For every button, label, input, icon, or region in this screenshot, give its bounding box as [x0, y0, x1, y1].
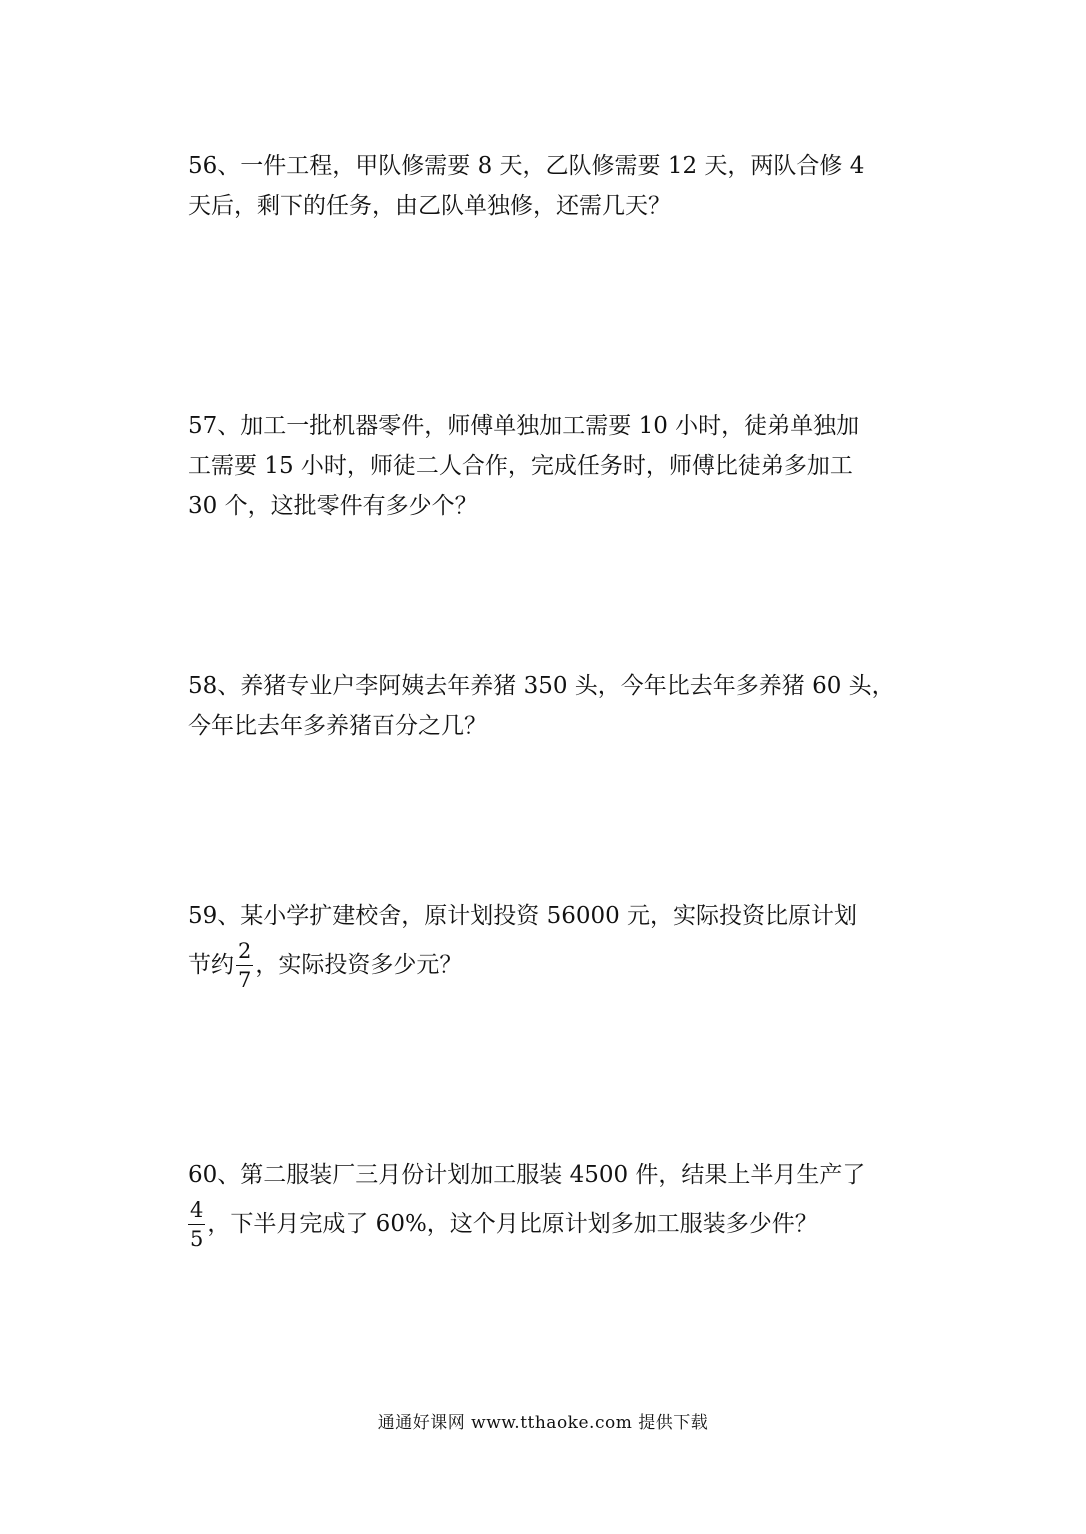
problem-57: [188, 406, 900, 526]
fraction: [236, 939, 253, 992]
problem-56: [188, 146, 900, 226]
problem-line: 今年比去年多养猪百分之几？: [188, 713, 487, 739]
page-footer: 通通好课网 www.tthaoke.com 提供下载: [377, 1413, 709, 1433]
problem-line: 56、一件工程，甲队修需要 8 天，乙队修需要 12 天，两队合修 4: [188, 153, 865, 179]
problem-line: 天后，剩下的任务，由乙队单独修，还需几天？: [188, 193, 671, 219]
problem-line-with-fraction: [188, 936, 900, 994]
fraction-numerator: 2: [236, 939, 253, 966]
problem-text: 节约: [188, 952, 234, 978]
problem-line: 57、加工一批机器零件，师傅单独加工需要 10 小时，徒弟单独加: [188, 413, 860, 439]
fraction-denominator: 5: [190, 1226, 204, 1251]
problem-line: 59、某小学扩建校舍，原计划投资 56000 元，实际投资比原计划: [188, 903, 858, 929]
problem-line-with-fraction: [188, 1195, 900, 1253]
fraction-numerator: 4: [188, 1198, 205, 1225]
problem-line: 60、第二服装厂三月份计划加工服装 4500 件，结果上半月生产了: [188, 1162, 866, 1188]
problem-text: ，实际投资多少元？: [255, 952, 463, 978]
problem-58: [188, 666, 900, 746]
problem-60: [188, 1155, 900, 1253]
problem-text: ，下半月完成了 60%，这个月比原计划多加工服装多少件？: [207, 1211, 818, 1237]
problem-59: [188, 896, 900, 994]
fraction: [188, 1198, 205, 1251]
problem-line: 30 个，这批零件有多少个？: [188, 493, 478, 519]
problem-line: 58、养猪专业户李阿姨去年养猪 350 头，今年比去年多养猪 60 头，: [188, 673, 895, 699]
fraction-denominator: 7: [238, 967, 252, 992]
problem-line: 工需要 15 小时，师徒二人合作，完成任务时，师傅比徒弟多加工: [188, 453, 853, 479]
